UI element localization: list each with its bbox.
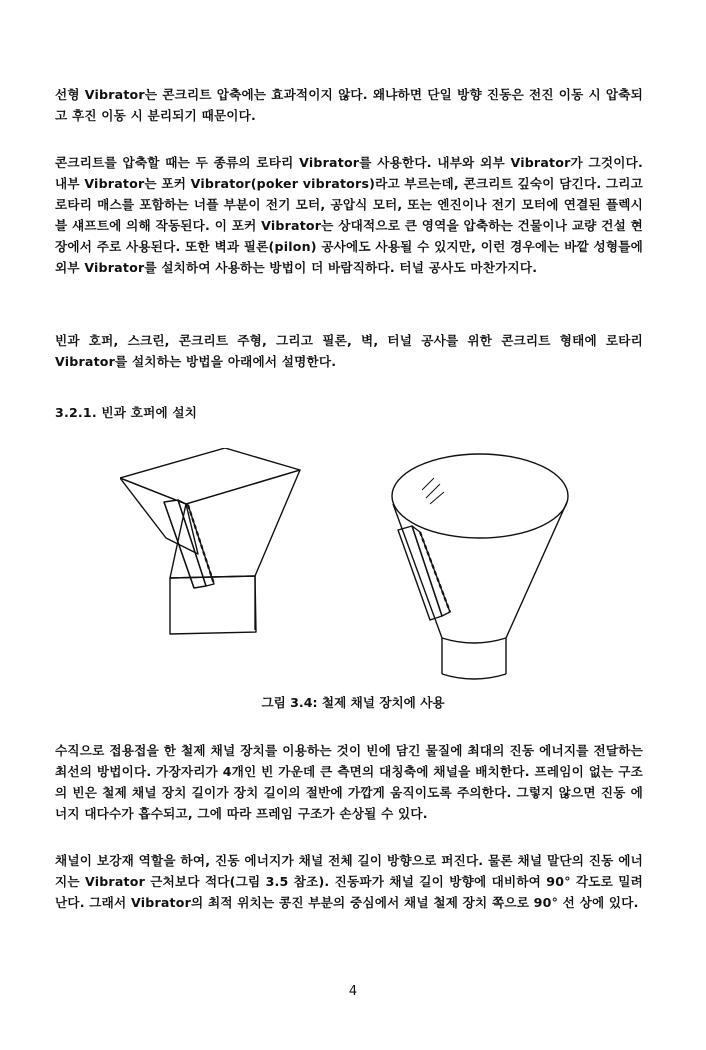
square-hopper-drawing bbox=[120, 448, 300, 634]
paragraph-linear-vibrator: 선형 Vibrator는 콘크리트 압축에는 효과적이지 않다. 왜냐하면 단일 방향 진동은 전진 이동 시 압축되고 후진 이동 시 분리되기 때문이다. bbox=[55, 87, 644, 123]
round-hopper-drawing bbox=[392, 454, 568, 679]
section-heading: 3.2.1. 빈과 호퍼에 설치 bbox=[55, 405, 198, 420]
paragraph-installation-intro: 빈과 호퍼, 스크린, 콘크리트 주형, 그리고 필론, 벽, 터널 공사를 위한 콘크리트 형태에 로타리 Vibrator를 설치하는 방법을 아래에서 설명한다. bbox=[55, 333, 643, 369]
figure-bin-hopper-drawings bbox=[120, 448, 590, 688]
paragraph-steel-channel: 수직으로 접용접을 한 철제 채널 장치를 이용하는 것이 빈에 담긴 물질에 최대의 진동 에너지를 전달하는 최선의 방법이다. 가장자리가 4개인 빈 가운데 큰 측면의 대칭축에 채널을 배치한다. 프레임이 없는 구조의 빈은 철제 채널 장치 길이가 장치 길이의 절반에 가깝게 움직이도록 주의한다. 그렇지 않으면 진동 에너지 대다수가 흡수되고, 그에 따라 프레임 구조가 손상될 수 있다. bbox=[55, 743, 643, 821]
paragraph-vibration-energy: 채널이 보강재 역할을 하여, 진동 에너지가 채널 전체 길이 방향으로 퍼진다. 물론 채널 말단의 진동 에너지는 Vibrator 근처보다 적다(그림 3.5 참조). 진동파가 채널 길이 방향에 대비하여 90° 각도로 밀려난다. 그래서 Vibrator의 최적 위치는 콩진 부분의 중심에서 채널 철제 장치 쪽으로 90° 선 상에 있다. bbox=[55, 853, 643, 910]
figure-caption: 그림 3.4: 철제 채널 장치에 사용 bbox=[261, 695, 445, 710]
paragraph-rotary-vibrators: 콘크리트를 압축할 때는 두 종류의 로타리 Vibrator를 사용한다. 내부와 외부 Vibrator가 그것이다. 내부 Vibrator는 포커 Vibrator(poker vibrators)라고 부르는데, 콘크리트 깊숙이 담긴다. 그리고 로타리 매스를 포함하는 너플 부분이 전기 모터, 공압식 모터, 또는 엔진이나 전기 모터에 연결된 플렉시블 섀프트에 의해 작동된다. 이 포커 Vibrator는 상대적으로 큰 영역을 압축하는 건물이나 교량 건설 현장에서 주로 사용된다. 또한 벽과 필론(pilon) 공사에도 사용될 수 있지만, 이런 경우에는 바깥 성형틀에 외부 Vibrator를 설치하여 사용하는 방법이 더 바람직하다. 터널 공사도 마찬가지다. bbox=[55, 155, 643, 275]
page-number: 4 bbox=[348, 984, 358, 999]
